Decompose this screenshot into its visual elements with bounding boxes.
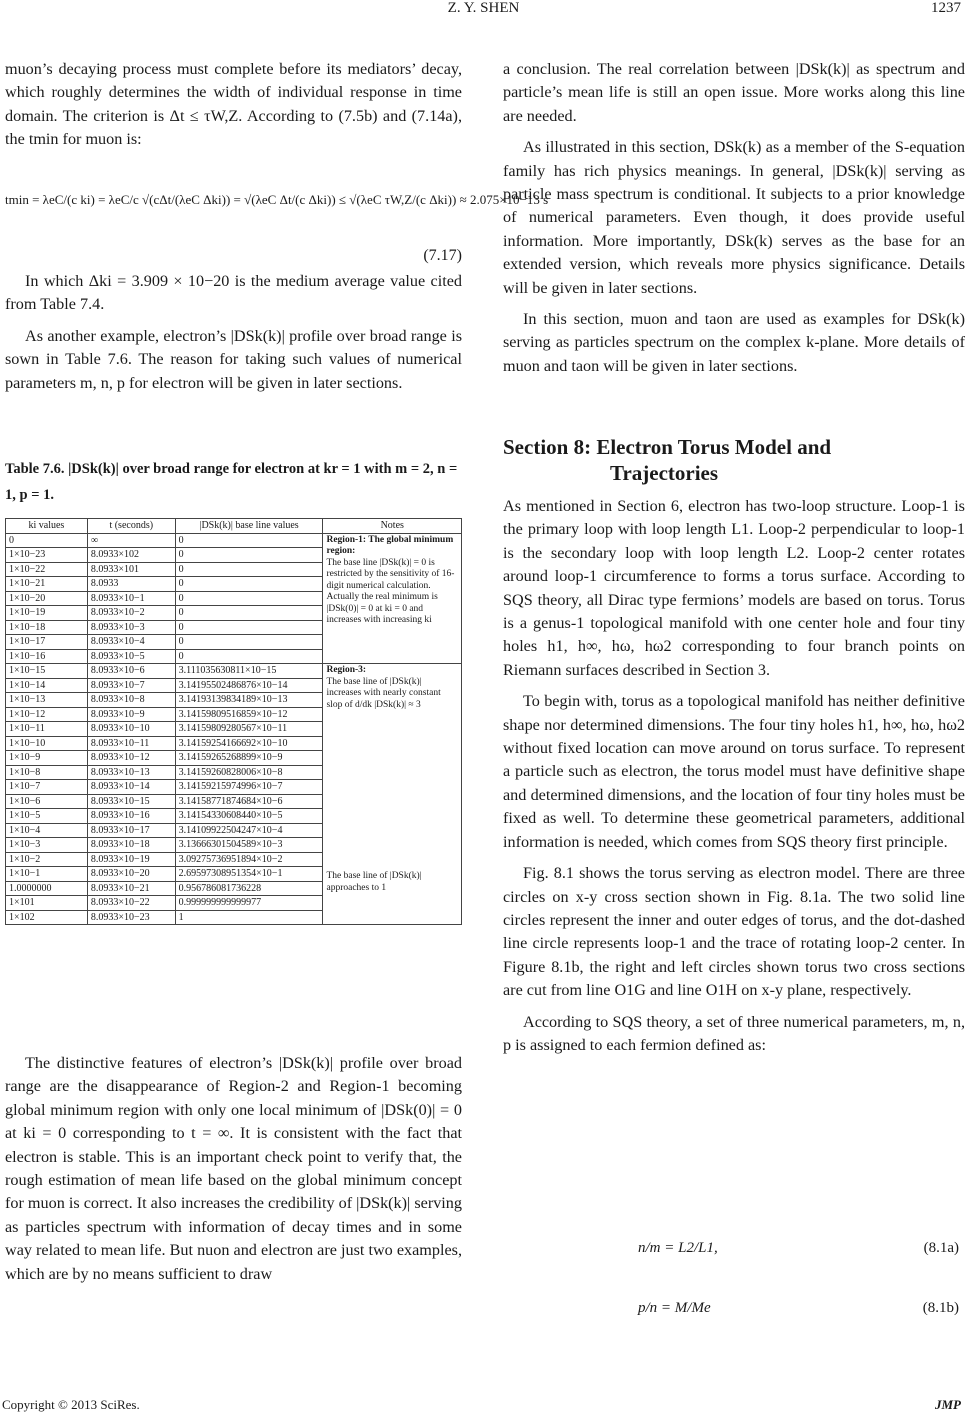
right-paragraph-5: To begin with, torus as a topological manifold has neither definitive shape nor determined dimensions. The four tiny holes h1, h∞, hω, hω2 without fixed location can move around on torus surface. To represent a particle such as electron, the torus model must have definitive shape and determined dimensions, and the location of four tiny holes must be fixed as well. To determine these geometrical parameters, additional information is needed, which comes from SQS theory first principle. <box>503 692 965 851</box>
cell-t: 8.0933×10−9 <box>87 707 175 722</box>
cell-t: 8.0933×10−17 <box>87 823 175 838</box>
cell-ki: 1×10−17 <box>6 635 88 650</box>
cell-ki: 1×10−10 <box>6 736 88 751</box>
cell-t: 8.0933×10−13 <box>87 765 175 780</box>
cell-baseline: 0.956786081736228 <box>175 881 323 896</box>
cell-baseline: 3.14159215974996×10−7 <box>175 780 323 795</box>
right-column <box>503 58 965 386</box>
equation-8-1b-body: p/n = M/Me <box>638 1300 711 1316</box>
equation-7-17 <box>5 192 549 209</box>
cell-t: 8.0933×10−10 <box>87 722 175 737</box>
cell-t: 8.0933 <box>87 577 175 592</box>
cell-t: 8.0933×10−7 <box>87 678 175 693</box>
cell-ki: 1×10−18 <box>6 620 88 635</box>
right-column-section8 <box>503 495 965 1065</box>
note-region-3-body: The base line of |DSk(k)| increases with nearly constant slop of d/dk |DSk(k)| ≈ 3 <box>326 676 441 710</box>
cell-baseline: 3.14159260828006×10−8 <box>175 765 323 780</box>
cell-t: 8.0933×102 <box>87 548 175 563</box>
cell-t: 8.0933×10−12 <box>87 751 175 766</box>
cell-baseline: 3.14193139834189×10−13 <box>175 693 323 708</box>
running-header-author: Z. Y. SHEN <box>447 0 520 16</box>
right-paragraph-2: As illustrated in this section, DSk(k) as a member of the S-equation family has rich physics meanings. In general, |DSk(k)| serving as particle mass spectrum is conditional. It subjects to a prior knowledge of numerical parameters. Even though, it does provide useful information. More importantly, DSk(k) serves as the base for an extended version, which reveals more physics significance. Details will be given in later sections. <box>503 138 965 297</box>
cell-baseline: 3.14159265268899×10−9 <box>175 751 323 766</box>
cell-t: 8.0933×10−20 <box>87 867 175 882</box>
cell-ki: 1×10−5 <box>6 809 88 824</box>
equation-8-1a-number: (8.1a) <box>923 1240 959 1256</box>
left-column-cont <box>5 270 462 403</box>
table-row <box>6 533 462 548</box>
equation-8-1a <box>503 1240 965 1264</box>
cell-t: 8.0933×10−16 <box>87 809 175 824</box>
cell-baseline: 0 <box>175 591 323 606</box>
cell-baseline: 3.14159254166692×10−10 <box>175 736 323 751</box>
cell-ki: 1×102 <box>6 910 88 925</box>
cell-baseline: 3.13666301504589×10−3 <box>175 838 323 853</box>
cell-baseline: 3.14195502486876×10−14 <box>175 678 323 693</box>
cell-ki: 1×10−14 <box>6 678 88 693</box>
table-row <box>6 664 462 679</box>
cell-t: 8.0933×10−6 <box>87 664 175 679</box>
footer-copyright: Copyright © 2013 SciRes. <box>2 1397 140 1412</box>
note-region-4-body: The base line of |DSk(k)| approaches to 1 <box>326 871 422 893</box>
left-paragraph-3: As another example, electron’s |DSk(k)| profile over broad range is sown in Table 7.6. The reason for taking such values of numerical parameters m, n, p for electron will be given in later sections. <box>5 326 462 392</box>
cell-baseline: 0 <box>175 606 323 621</box>
cell-t: 8.0933×10−11 <box>87 736 175 751</box>
cell-ki: 1×10−9 <box>6 751 88 766</box>
cell-baseline: 0 <box>175 533 323 548</box>
left-column-bottom <box>5 1052 462 1294</box>
cell-t: 8.0933×101 <box>87 562 175 577</box>
cell-ki: 1×10−23 <box>6 548 88 563</box>
equation-8-1b-number: (8.1b) <box>922 1300 959 1316</box>
table-7-6-wrapper <box>5 518 462 925</box>
cell-t: 8.0933×10−18 <box>87 838 175 853</box>
cell-baseline: 1 <box>175 910 323 925</box>
right-paragraph-4: As mentioned in Section 6, electron has two-loop structure. Loop-1 is the primary loop with loop length L1. Loop-2 perpendicular to loop-1 is the secondary loop with loop length L2. Loop-2 center rotates around loop-1 circumference to forms a torus surface. According to SQS theory, all Dirac type fermions’ models are based on torus. Torus is a genus-1 topological manifold with one center hole and four tiny holes h1, h∞, hω, hω2 corresponding to four branch points on Riemann surfaces described in Section 3. <box>503 497 965 679</box>
cell-baseline: 0 <box>175 562 323 577</box>
note-region-3-title: Region-3: <box>326 665 367 675</box>
cell-baseline: 0.999999999999977 <box>175 896 323 911</box>
cell-ki: 1×10−6 <box>6 794 88 809</box>
cell-ki: 1×10−2 <box>6 852 88 867</box>
cell-t: 8.0933×10−14 <box>87 780 175 795</box>
cell-t: 8.0933×10−8 <box>87 693 175 708</box>
cell-ki: 1×10−13 <box>6 693 88 708</box>
cell-baseline: 2.69597308951354×10−1 <box>175 867 323 882</box>
right-paragraph-1: a conclusion. The real correlation between |DSk(k)| as spectrum and particle’s mean life is still an open issue. More works along this line are needed. <box>503 60 965 125</box>
cell-ki: 1×10−1 <box>6 867 88 882</box>
cell-baseline: 0 <box>175 620 323 635</box>
cell-ki: 1×10−11 <box>6 722 88 737</box>
cell-ki: 1×10−20 <box>6 591 88 606</box>
cell-baseline: 3.09275736951894×10−2 <box>175 852 323 867</box>
table-header-row <box>6 519 462 534</box>
table-7-6 <box>5 518 462 925</box>
cell-ki: 1×10−16 <box>6 649 88 664</box>
left-column <box>5 58 462 166</box>
section-8-heading-line-2: Trajectories <box>610 461 719 485</box>
section-8-heading <box>503 434 965 486</box>
cell-baseline: 3.14158771874684×10−6 <box>175 794 323 809</box>
note-region-1 <box>323 533 462 664</box>
cell-baseline: 3.14159809280567×10−11 <box>175 722 323 737</box>
left-paragraph-1: muon’s decaying process must complete before its mediators’ decay, which roughly determines the width of individual response in time domain. The criterion is Δt ≤ τW,Z. According to (7.5b) and (7.14a), the tmin for muon is: <box>5 60 462 149</box>
cell-t: ∞ <box>87 533 175 548</box>
section-8-heading-line-1: Section 8: Electron Torus Model and <box>503 435 832 459</box>
note-region-3 <box>323 664 462 925</box>
equation-7-17-body: tmin = λeC/(c ki) = λeC/c √(cΔt/(λeC Δki)) = √(λeC Δt/(c Δki)) ≤ √(λeC τW,Z/(c Δki)) ≈ 2.075×10−13 s <box>5 192 549 207</box>
cell-t: 8.0933×10−2 <box>87 606 175 621</box>
cell-baseline: 3.14109922504247×10−4 <box>175 823 323 838</box>
cell-ki: 1×10−21 <box>6 577 88 592</box>
cell-ki: 1×10−12 <box>6 707 88 722</box>
col-header-t: t (seconds) <box>87 519 175 534</box>
col-header-ki: ki values <box>6 519 88 534</box>
table-caption: Table 7.6. |DSk(k)| over broad range for electron at kr = 1 with m = 2, n = 1, p = 1. <box>5 461 458 503</box>
right-paragraph-7: According to SQS theory, a set of three numerical parameters, m, n, p is assigned to each fermion defined as: <box>503 1012 965 1054</box>
cell-t: 8.0933×10−19 <box>87 852 175 867</box>
left-paragraph-4: The distinctive features of electron’s |DSk(k)| profile over broad range are the disappearance of Region-2 and Region-1 becoming global minimum region with only one local minimum of |DSk(0)| = 0 at ki = 0 corresponding to t = ∞. It is consistent with the fact that electron is stable. This is an important check point to verify that, the rough estimation of mean life based on the global minimum concept for muon is correct. It also increases the credibility of |DSk(k)| serving as particles spectrum with information of decay times and in some way related to mean life. But nuon and electron are just two examples, which are by no means sufficient to draw <box>5 1054 462 1283</box>
cell-t: 8.0933×10−21 <box>87 881 175 896</box>
cell-t: 8.0933×10−1 <box>87 591 175 606</box>
cell-t: 8.0933×10−4 <box>87 635 175 650</box>
equation-7-17-number: (7.17) <box>423 247 462 264</box>
cell-ki: 1.0000000 <box>6 881 88 896</box>
cell-ki: 1×10−3 <box>6 838 88 853</box>
cell-baseline: 0 <box>175 635 323 650</box>
col-header-baseline: |DSk(k)| base line values <box>175 519 323 534</box>
cell-baseline: 0 <box>175 548 323 563</box>
right-paragraph-3: In this section, muon and taon are used as examples for DSk(k) serving as particles spectrum on the complex k-plane. More details of muon and taon will be given in later sections. <box>503 310 965 375</box>
cell-ki: 1×10−19 <box>6 606 88 621</box>
cell-t: 8.0933×10−23 <box>87 910 175 925</box>
cell-t: 8.0933×10−5 <box>87 649 175 664</box>
cell-ki: 1×10−22 <box>6 562 88 577</box>
equation-8-1a-body: n/m = L2/L1, <box>638 1240 718 1256</box>
cell-baseline: 3.14159809516859×10−12 <box>175 707 323 722</box>
cell-baseline: 3.14154330608440×10−5 <box>175 809 323 824</box>
left-paragraph-2: In which Δki = 3.909 × 10−20 is the medium average value cited from Table 7.4. <box>5 272 462 314</box>
cell-t: 8.0933×10−15 <box>87 794 175 809</box>
col-header-notes: Notes <box>323 519 462 534</box>
cell-baseline: 0 <box>175 577 323 592</box>
footer-journal: JMP <box>935 1397 961 1412</box>
cell-ki: 1×10−4 <box>6 823 88 838</box>
cell-ki: 0 <box>6 533 88 548</box>
cell-ki: 1×101 <box>6 896 88 911</box>
cell-ki: 1×10−7 <box>6 780 88 795</box>
right-paragraph-6: Fig. 8.1 shows the torus serving as electron model. There are three circles on x-y cross section shown in Fig. 8.1a. The two solid line circles represent the inner and outer edges of torus, and the dot-dashed line circle represents loop-1 and the trace of rotating loop-2 center. In Figure 8.1b, the right and left circles shown torus two cross sections are cut from line O1G and line O1H on x-y plane, respectively. <box>503 864 965 1000</box>
page-number: 1237 <box>931 0 961 16</box>
cell-ki: 1×10−15 <box>6 664 88 679</box>
cell-baseline: 0 <box>175 649 323 664</box>
cell-ki: 1×10−8 <box>6 765 88 780</box>
equation-8-1b <box>503 1300 965 1324</box>
cell-t: 8.0933×10−22 <box>87 896 175 911</box>
cell-baseline: 3.111035630811×10−15 <box>175 664 323 679</box>
note-region-1-title: Region-1: The global minimum region: <box>326 534 454 556</box>
note-region-1-body: The base line |DSk(k)| = 0 is restricted by the sensitivity of 16-digit numerical calculation. Actually the real minimum is |DSk(0)| = 0 at ki = 0 and increases with increasing ki <box>326 557 455 625</box>
cell-t: 8.0933×10−3 <box>87 620 175 635</box>
